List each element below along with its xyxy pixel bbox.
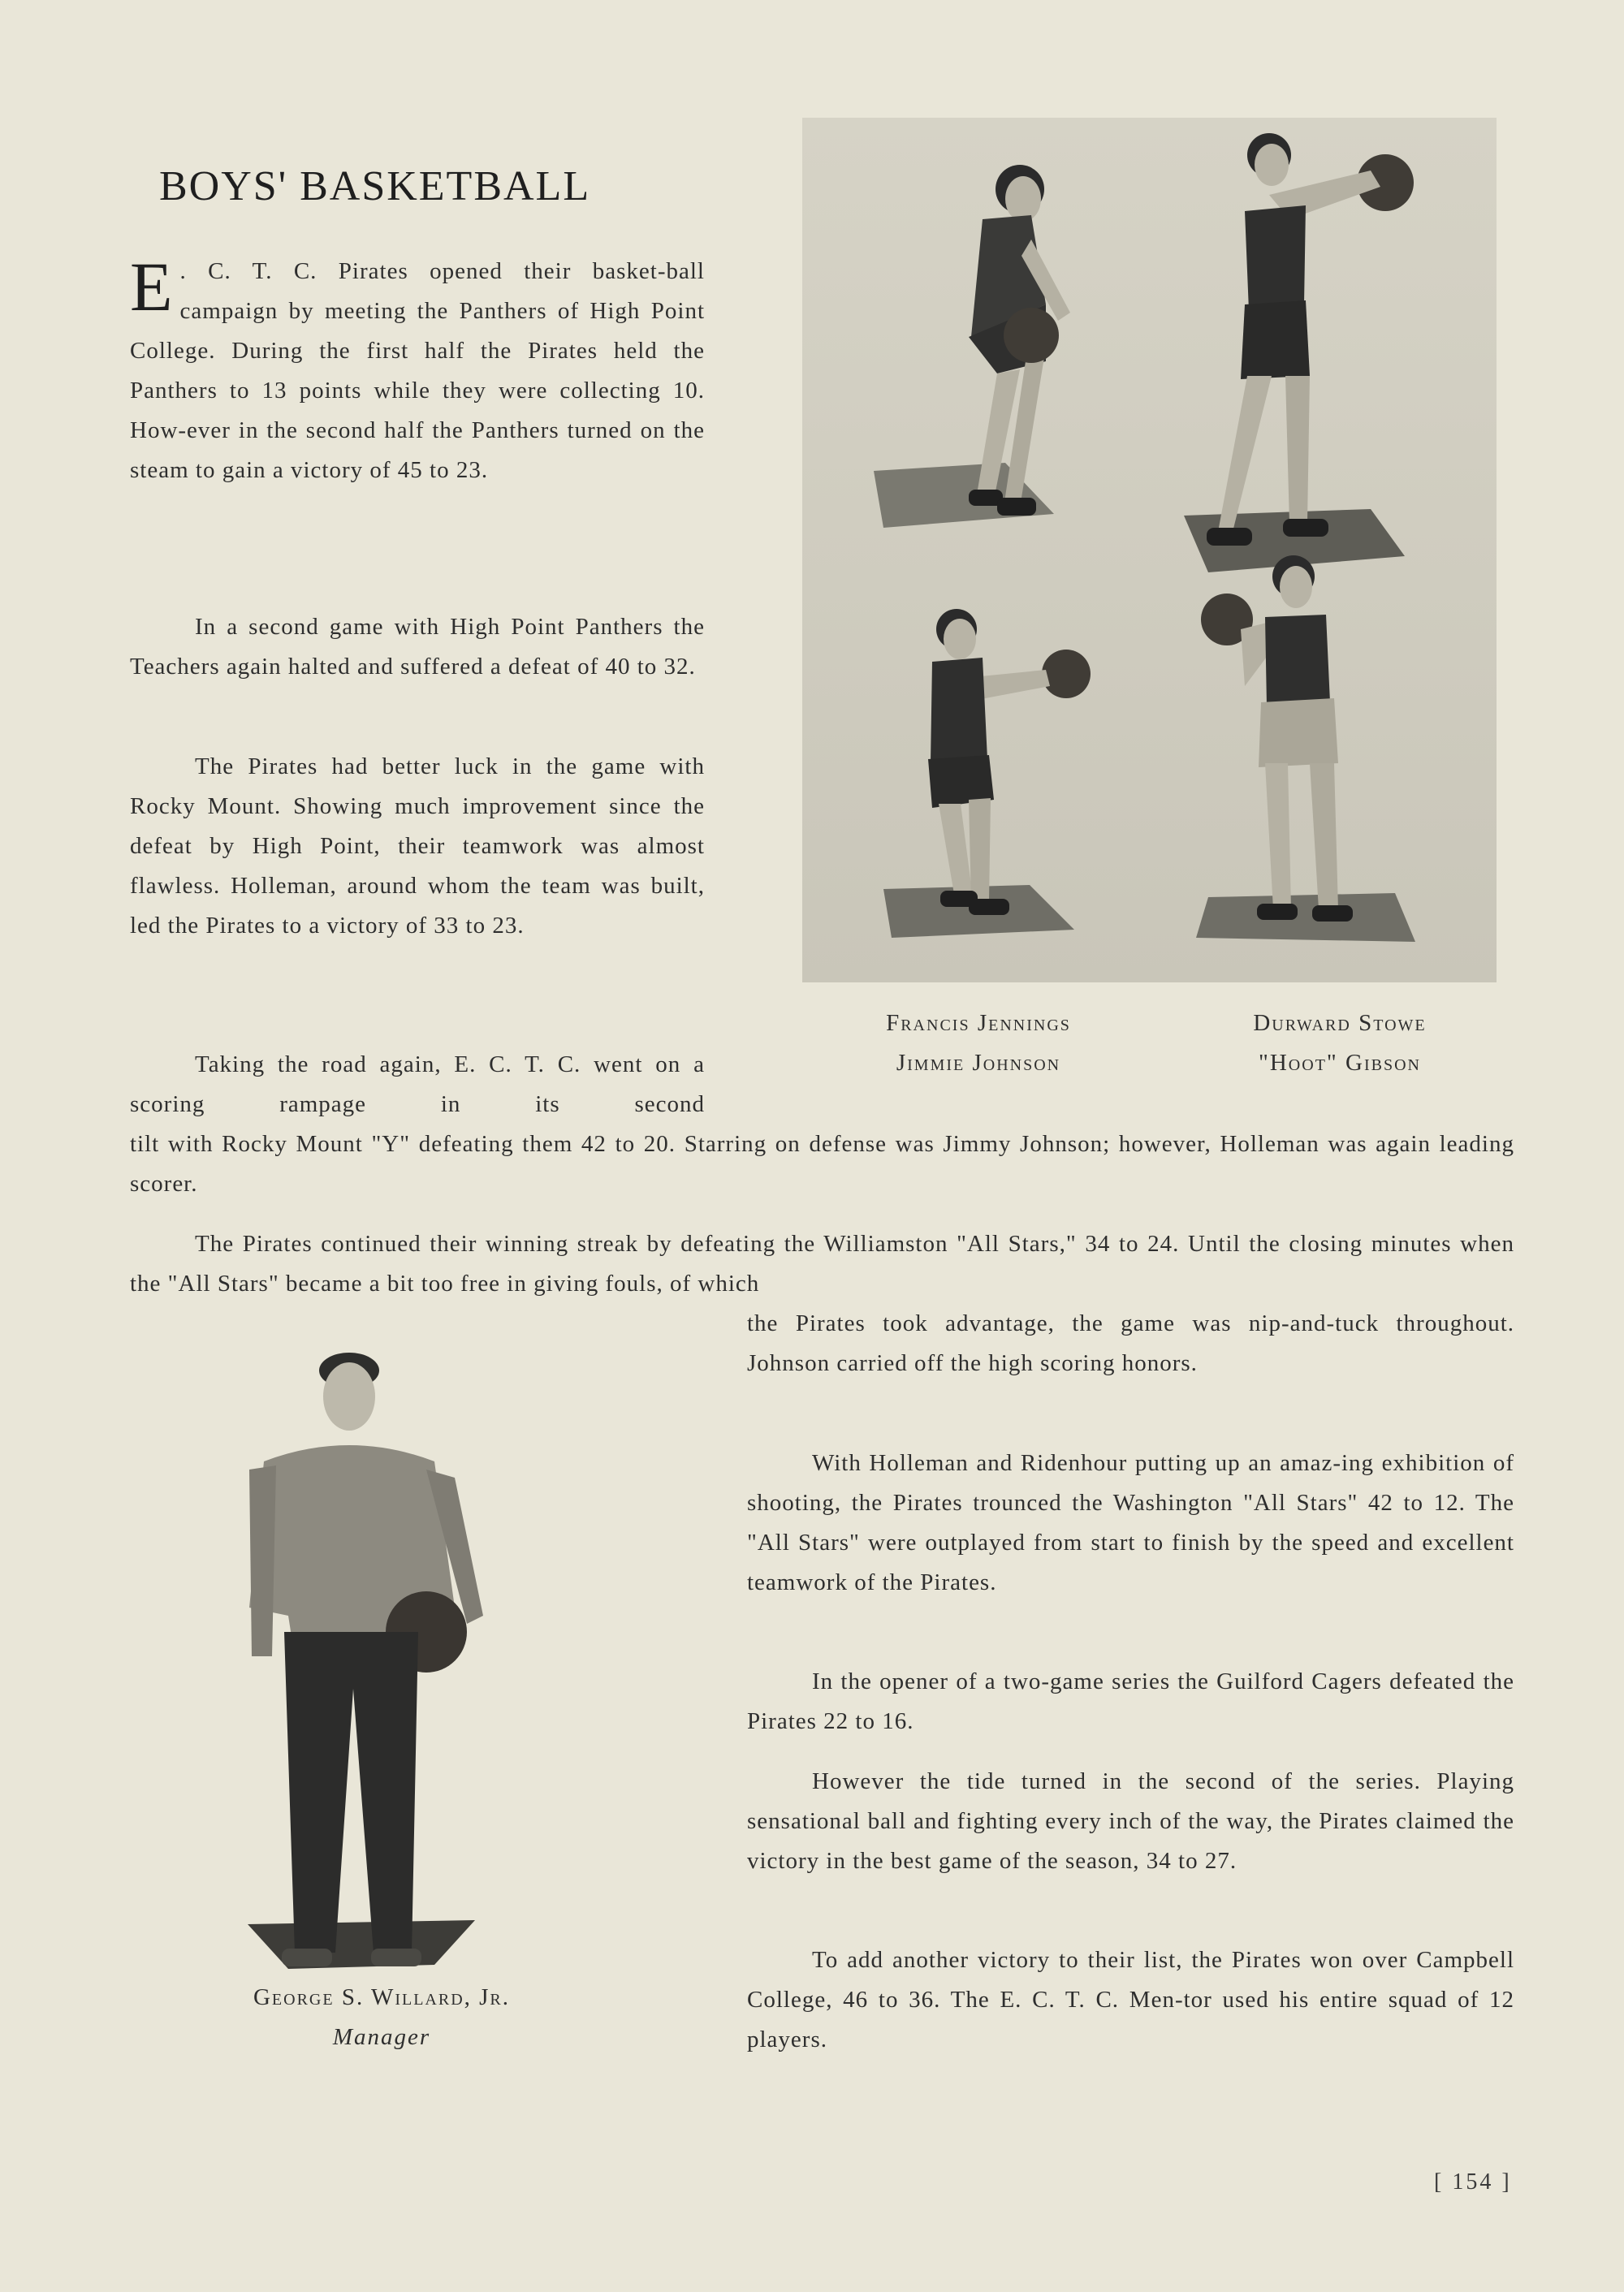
caption-right-line-2: "Hoot" Gibson (1259, 1050, 1421, 1076)
paragraph-8: However the tide turned in the second of the series. Playing sensational ball and fighting every inch of the way, the Pirates claimed the victory in the best game of the season, 34 to 27. (747, 1768, 1514, 1874)
paragraph-7: In the opener of a two-game series the Guilford Cagers defeated the Pirates 22 to 16. (747, 1668, 1514, 1734)
paragraph-4-start: Taking the road again, E. C. T. C. went on a scoring rampage in its second (130, 1051, 705, 1117)
players-photo-image (802, 118, 1497, 982)
paragraph-5-cont: the Pirates took advantage, the game was nip-and-tuck throughout. Johnson carried off the high scoring honors. (747, 1310, 1514, 1376)
manager-photo-image (231, 1348, 499, 1981)
drop-cap: E (130, 248, 174, 326)
manager-photo (231, 1348, 499, 1981)
caption-left-line-1: Francis Jennings (886, 1010, 1071, 1036)
caption-left (808, 1004, 1149, 1083)
intro-text: . C. T. C. Pirates opened their basket-ball campaign by meeting the Panthers of High Point College. During the first half the Pirates held the Panthers to 13 points while they were collecting 10. How-ever in the second half the Panthers turned on the steam to gain a victory of 45 to 23. (130, 258, 705, 483)
manager-role: Manager (332, 2024, 431, 2050)
paragraph-9: To add another victory to their list, the Pirates won over Campbell College, 46 to 36. The E. C. T. C. Men-tor used his entire squad of 12 players. (747, 1947, 1514, 2052)
manager-caption (130, 1978, 633, 2057)
manager-name: George S. Willard, Jr. (253, 1984, 511, 2010)
paragraph-3: The Pirates had better luck in the game with Rocky Mount. Showing much improvement since the defeat by High Point, their teamwork was almost flawless. Holleman, around whom the team was built, led the Pirates to a victory of 33 to 23. (130, 753, 705, 939)
paragraph-6: With Holleman and Ridenhour putting up an amaz-ing exhibition of shooting, the Pirates trounced the Washington "All Stars" 42 to 12. The "All Stars" were outplayed from start to finish by the speed and excellent teamwork of the Pirates. (747, 1450, 1514, 1595)
paragraph-4-cont: tilt with Rocky Mount "Y" defeating them 42 to 20. Starring on defense was Jimmy Johnson; however, Holleman was again leading scorer. (130, 1131, 1514, 1197)
intro-paragraph (130, 248, 705, 490)
caption-left-line-2: Jimmie Johnson (896, 1050, 1061, 1076)
page-number: [ 154 ] (1434, 2169, 1512, 2195)
caption-right-line-1: Durward Stowe (1253, 1010, 1427, 1036)
paragraph-2: In a second game with High Point Panthers the Teachers again halted and suffered a defeat of 40 to 32. (130, 614, 705, 680)
page-title: BOYS' BASKETBALL (159, 163, 591, 209)
players-photo (802, 118, 1497, 982)
caption-right (1169, 1004, 1510, 1083)
paragraph-5-start: The Pirates continued their winning streak by defeating the Williamston "All Stars," 34 to 24. Until the closing minutes when the "All Stars" became a bit too free in giving fouls, of which (130, 1231, 1514, 1297)
